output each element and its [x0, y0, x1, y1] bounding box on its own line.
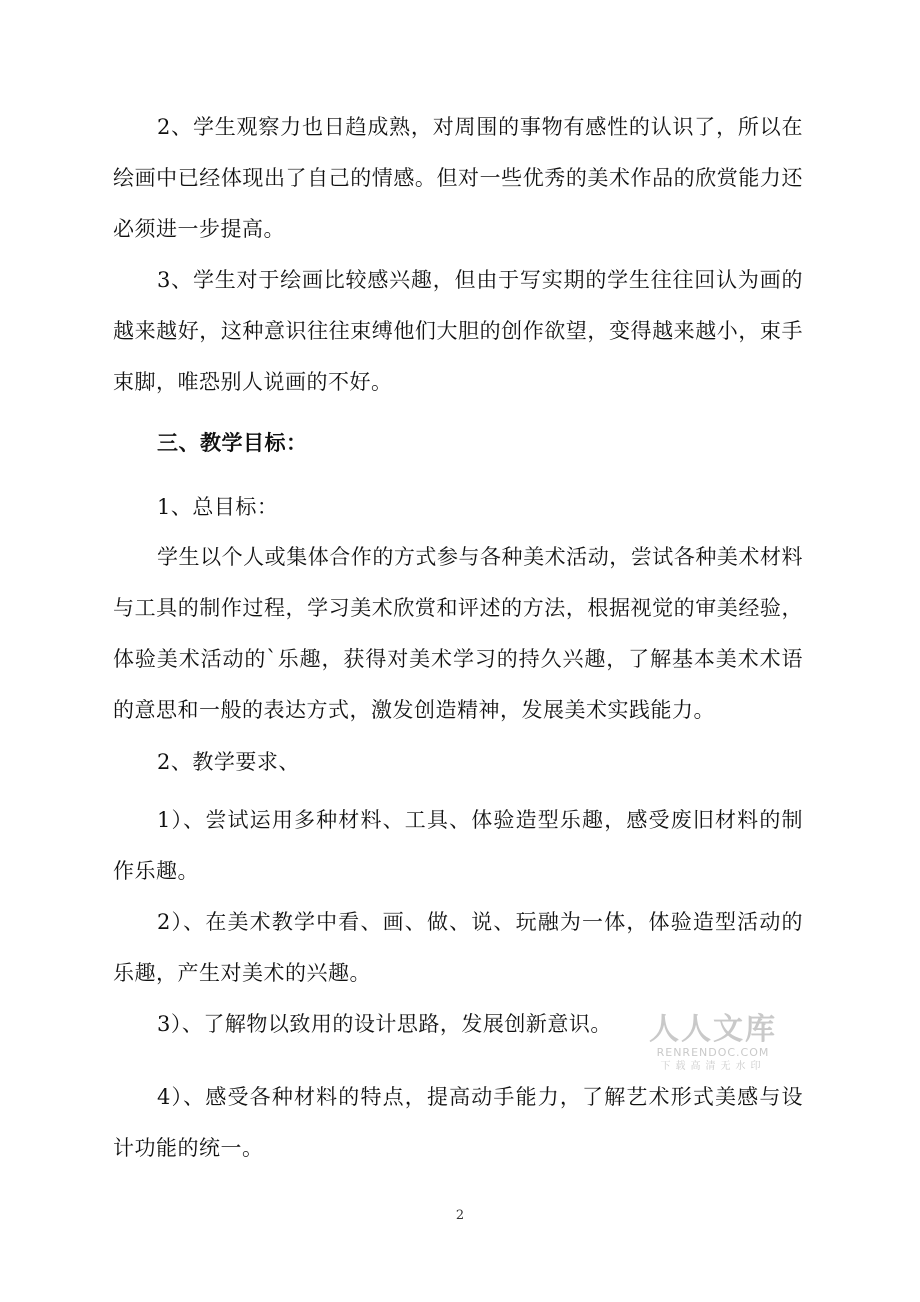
subheading-overall-goal: 1、总目标：: [157, 495, 279, 519]
watermark-domain: RENRENDOC.COM: [656, 1046, 770, 1059]
requirement-item-1: 1）、尝试运用多种材料、工具、体验造型乐趣，感受废旧材料的制作乐趣。: [113, 808, 803, 883]
requirement-item-4: 4）、感受各种材料的特点，提高动手能力，了解艺术形式美感与设计功能的统一。: [113, 1085, 803, 1160]
subheading-teaching-requirements: 2、教学要求、: [157, 750, 300, 774]
watermark-logo-text: 人人文库: [649, 1012, 777, 1047]
requirement-item-3: 3）、了解物以致用的设计思路，发展创新意识。: [157, 1012, 612, 1036]
watermark-tagline: 下载高清无水印: [660, 1061, 766, 1072]
paragraph-observation: 2、学生观察力也日趋成熟，对周围的事物有感性的认识了，所以在绘画中已经体现出了自己的情感。但对一些优秀的美术作品的欣赏能力还必须进一步提高。: [113, 115, 803, 241]
paragraph-overall-goal: 学生以个人或集体合作的方式参与各种美术活动，尝试各种美术材料与工具的制作过程，学习美术欣赏和评述的方法，根据视觉的审美经验，体验美术活动的`乐趣，获得对美术学习的持久兴趣，了解基本美术术语的意思和一般的表达方式，激发创造精神，发展美术实践能力。: [113, 545, 803, 722]
paragraph-interest: 3、学生对于绘画比较感兴趣，但由于写实期的学生往往回认为画的越来越好，这种意识往往束缚他们大胆的创作欲望，变得越来越小，束手束脚，唯恐别人说画的不好。: [113, 268, 803, 394]
page-number: 2: [455, 1208, 465, 1223]
requirement-item-2: 2）、在美术教学中看、画、做、说、玩融为一体，体验造型活动的乐趣，产生对美术的兴趣。: [113, 910, 803, 985]
watermark-logo: [648, 1014, 778, 1073]
section-heading-teaching-goals: 三、教学目标：: [157, 430, 308, 455]
